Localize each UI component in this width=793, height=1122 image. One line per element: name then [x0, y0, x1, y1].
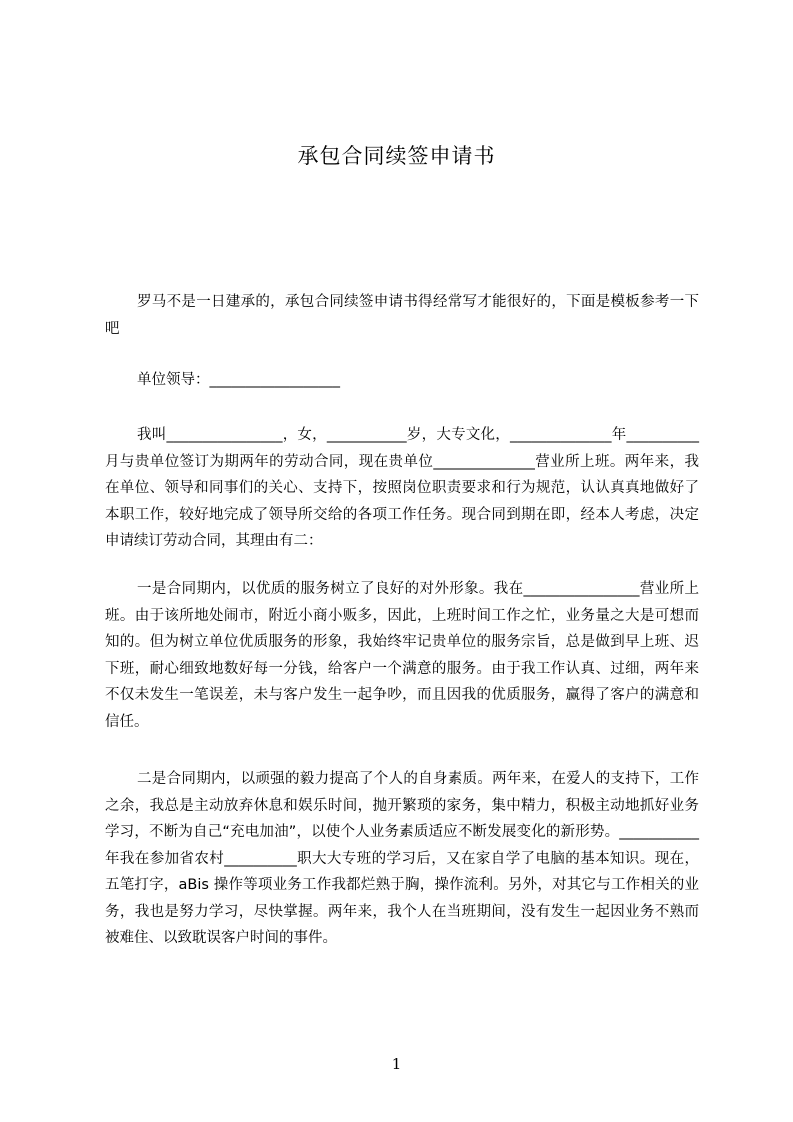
page-number: 1 [391, 1055, 402, 1073]
reason-one-paragraph: 一是合同期内，以优质的服务树立了良好的对外形象。我在________________营业所上班。由于该所地处闹市，附近小商小贩多，因此，上班时间工作之忙，业务量之大是可想而知的。但为树立单位优质服务的形象，我始终牢记贵单位的服务宗旨，总是做到早上班、迟下班，耐心细致地数好每一分钱，给客户一个满意的服务。由于我工作认真、过细，两年来不仅未发生一笔误差，未与客户发生一起争吵，而且因我的优质服务，赢得了客户的满意和信任。 [105, 581, 699, 730]
intro-paragraph: 罗马不是一日建承的，承包合同续签申请书得经常写才能很好的，下面是模板参考一下吧 [105, 294, 699, 337]
salutation-line: 单位领导：__________________ [137, 372, 340, 388]
reason-two-paragraph: 二是合同期内，以顽强的毅力提高了个人的自身素质。两年来，在爱人的支持下，工作之余，我总是主动放弃休息和娱乐时间，抛开繁琐的家务，集中精力，积极主动地抓好业务学习，不断为自己“充电加油”，以使个人业务素质适应不断发展变化的新形势。___________年我在参加省农村__________职大大专班的学习后，又在家自学了电脑的基本知识。现在，五笔打字，aBis 操作等项业务工作我都烂熟于胸，操作流利。另外，对其它与工作相关的业务，我也是努力学习，尽快掌握。两年来，我个人在当班期间，没有发生一起因业务不熟而被难住、以致耽误客户时间的事件。 [105, 771, 699, 946]
document-title: 承包合同续签申请书 [297, 144, 496, 168]
self-introduction-paragraph: 我叫________________，女，___________岁，大专文化，______________年__________月与贵单位签订为期两年的劳动合同，现在贵单位______________营业所上班。两年来，我在单位、领导和同事们的关心、支持下，按照岗位职责要求和行为规范，认认真真地做好了本职工作，较好地完成了领导所交给的各项工作任务。现合同到期在即，经本人考虑，决定申请续订劳动合同，其理由有二： [105, 427, 699, 549]
